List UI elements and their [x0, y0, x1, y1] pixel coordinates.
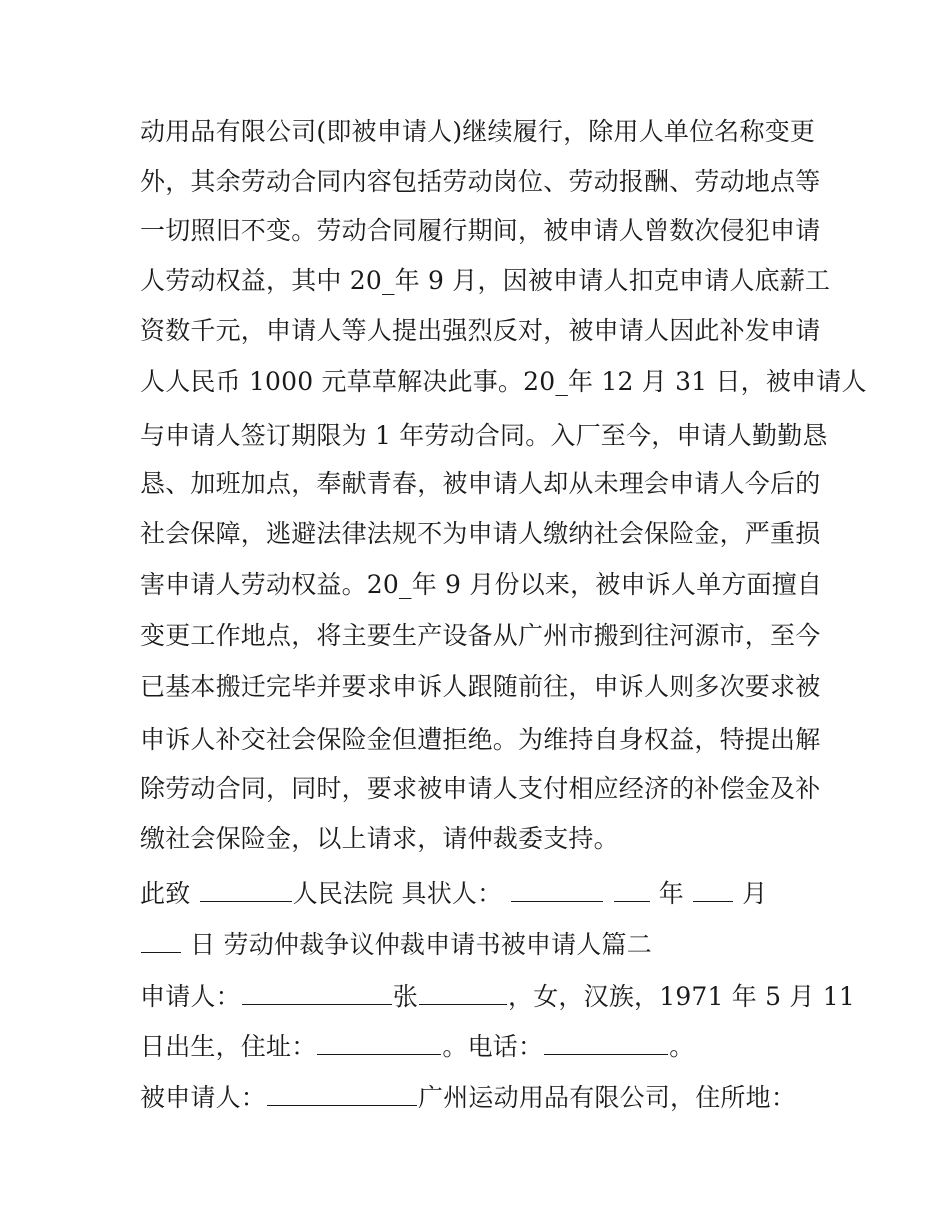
- applicant-details: ，女，汉族，1971 年 5 月 11: [508, 982, 855, 1011]
- year-blank: [614, 875, 650, 902]
- applicant-blank-2: [419, 978, 507, 1005]
- court-blank: [200, 875, 292, 902]
- paragraph-line: 与申请人签订期限为 1 年劳动合同。入厂至今，申请人勤勤恳: [140, 421, 828, 450]
- paragraph-line: 一切照旧不变。劳动合同履行期间，被申请人曾数次侵犯申请: [140, 216, 821, 245]
- phone-blank: [544, 1028, 668, 1055]
- paragraph-line: 外，其余劳动合同内容包括劳动岗位、劳动报酬、劳动地点等: [140, 167, 821, 196]
- paragraph-line: 资数千元，申请人等人提出强烈反对，被申请人因此补发申请: [140, 316, 821, 345]
- paragraph-line: 人劳动权益，其中 20_年 9 月，因被申请人扣克申请人底薪工: [140, 266, 831, 295]
- paragraph-line: 缴社会保险金，以上请求，请仲裁委支持。: [140, 824, 619, 853]
- applicant-blank-1: [242, 978, 392, 1005]
- applicant-birth-address: 日出生，住址：: [140, 1032, 317, 1061]
- applicant-line: [140, 978, 855, 1012]
- respondent-company: 广州运动用品有限公司，住所地：: [418, 1083, 797, 1112]
- address-blank: [317, 1028, 441, 1055]
- paragraph-line: 人人民币 1000 元草草解决此事。20_年 12 月 31 日，被申请人: [140, 367, 867, 396]
- paragraph-line: 动用品有限公司(即被申请人)继续履行，除用人单位名称变更: [140, 117, 816, 146]
- signer-blank: [511, 875, 603, 902]
- closing-day-line: [140, 926, 652, 960]
- paragraph-line: 害申请人劳动权益。20_年 9 月份以来，被申诉人单方面擅自: [140, 570, 823, 599]
- paragraph-line: 社会保障，逃避法律法规不为申请人缴纳社会保险金，严重损: [140, 519, 821, 548]
- closing-court: 人民法院 具状人：: [292, 879, 503, 908]
- closing-month: 月: [742, 879, 768, 908]
- paragraph-line: 恳、加班加点，奉献青春，被申请人却从未理会申请人今后的: [140, 469, 821, 498]
- paragraph-line: 已基本搬迁完毕并要求申诉人跟随前往，申诉人则多次要求被: [140, 672, 821, 701]
- applicant-phone-label: 。电话：: [442, 1032, 544, 1061]
- respondent-line: [140, 1079, 796, 1113]
- respondent-label: 被申请人：: [140, 1083, 267, 1112]
- applicant-address-line: [140, 1028, 694, 1062]
- paragraph-line: 除劳动合同，同时，要求被申请人支付相应经济的补偿金及补: [140, 774, 821, 803]
- closing-line: [140, 875, 768, 909]
- respondent-blank: [267, 1079, 417, 1106]
- applicant-end: 。: [669, 1032, 695, 1061]
- paragraph-line: 申诉人补交社会保险金但遭拒绝。为维持自身权益，特提出解: [140, 725, 821, 754]
- day-blank: [141, 926, 181, 953]
- closing-year: 年: [658, 879, 684, 908]
- applicant-surname: 张: [392, 982, 419, 1011]
- paragraph-line: 变更工作地点，将主要生产设备从广州市搬到往河源市，至今: [140, 621, 821, 650]
- closing-day-title: 日 劳动仲裁争议仲裁申请书被申请人篇二: [190, 930, 652, 959]
- applicant-label: 申请人：: [140, 982, 241, 1011]
- month-blank: [693, 875, 733, 902]
- closing-prefix: 此致: [140, 879, 191, 908]
